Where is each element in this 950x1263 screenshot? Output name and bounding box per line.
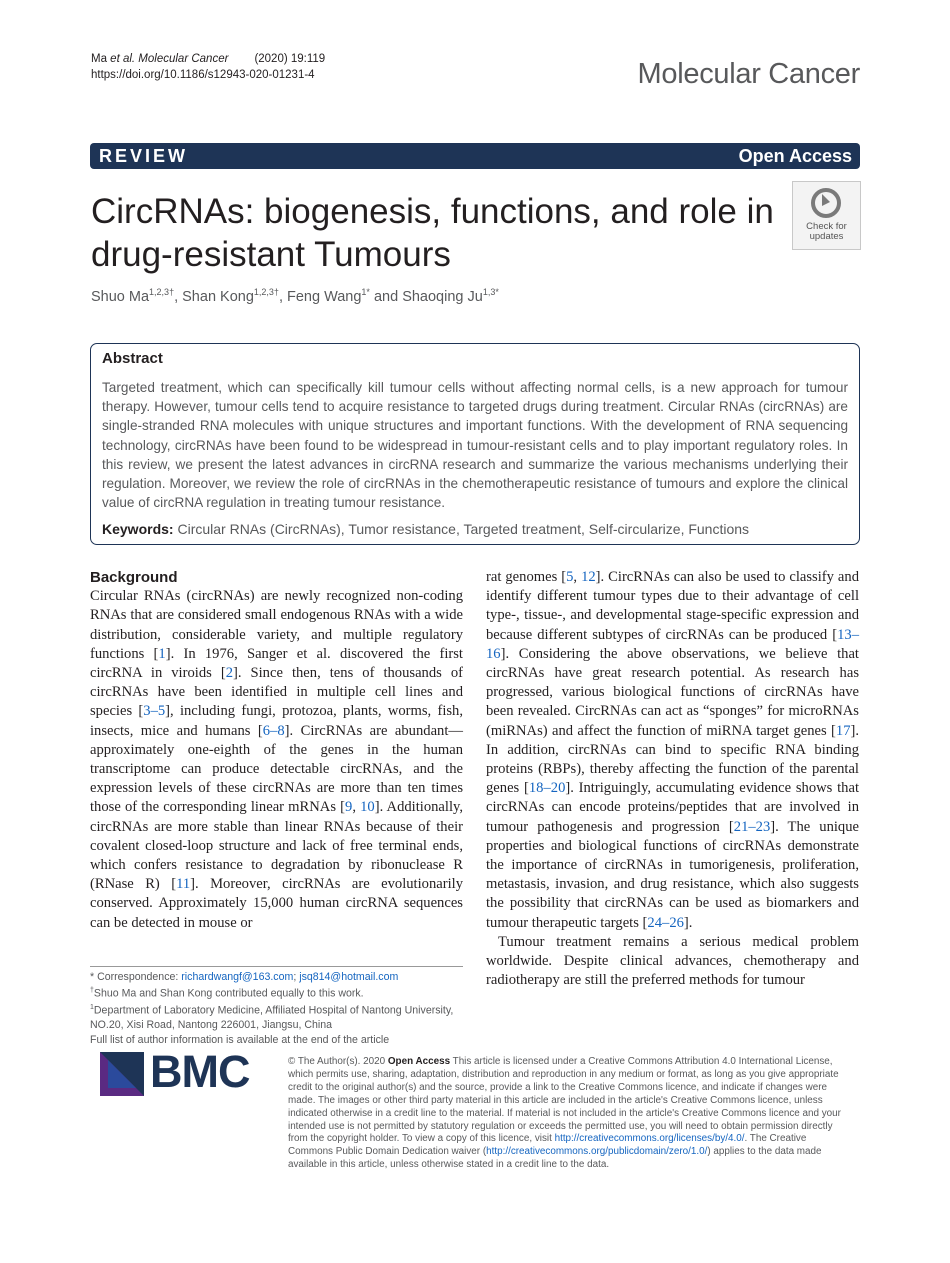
citation-journal: Molecular Cancer — [135, 53, 229, 65]
citation-link[interactable]: 21–23 — [733, 818, 771, 835]
body-text: ]. In 1976, Sanger et al. discovered the first circRNA in viroids [ — [90, 645, 463, 682]
article-type-banner — [90, 143, 860, 169]
body-text: ]. Additionally, circRNAs are more stable than linear RNAs because of their covalent closed-loop structure and lack of free terminal ends, which confers resistance to degradation by ribonuclease R (RNase R) [ — [90, 799, 464, 893]
equal-contribution — [90, 984, 470, 1001]
body-left-column — [90, 568, 463, 933]
author-name: Shan Kong — [182, 288, 254, 305]
affiliation-mark: 1 — [90, 1004, 94, 1012]
author-name: Feng Wang — [287, 288, 362, 305]
abstract-text: Targeted treatment, which can specifically kill tumour cells without affecting normal cells, is a new approach for tumour therapy. However, tumour cells tend to acquire resistance to targeted drugs during treatment. Circular RNAs (circRNAs) are single-stranded RNA molecules with unique structures and important functions. With the development of RNA sequencing technology, circRNAs have been found to be widespread in tumour-resistant cells and to play important regulatory roles. In this review, we present the latest advances in circRNA research and summarize the various mechanisms underlying their regulation. Moreover, we review the role of circRNAs in the chemotherapeutic resistance of tumours and explore the clinical value of circRNA regulation in treating tumour resistance. — [102, 380, 848, 511]
author-separator: , — [174, 288, 183, 305]
body-text: , — [352, 799, 361, 816]
body-text: rat genomes [ — [486, 569, 567, 585]
check-updates-line2: updates — [809, 231, 844, 242]
cc-by-link[interactable]: http://creativecommons.org/licenses/by/4.0/ — [554, 1133, 745, 1145]
bmc-logo-text: BMC — [150, 1046, 250, 1097]
affiliation — [90, 1001, 470, 1032]
body-text: ]. CircRNAs can also be used to classify and identify different tumour types due to their advantage of cell type-, tissue-, and developmental stage-specific expression and because different subtypes of circRNAs can be produced [ — [486, 569, 859, 643]
citation-link[interactable]: 1 — [158, 645, 166, 662]
author-affiliation-mark: 1,2,3† — [149, 287, 175, 297]
author-separator: , — [278, 288, 287, 305]
citation-link[interactable]: 3–5 — [143, 703, 166, 720]
author-name: Shuo Ma — [91, 288, 150, 305]
citation-link[interactable]: 6–8 — [262, 722, 285, 739]
license-body-2: . The Creative Commons Public Domain Dedication waiver ( — [288, 1133, 807, 1158]
author-list — [91, 287, 499, 305]
citation-link[interactable]: 9 — [345, 799, 353, 816]
body-text: ]. CircRNAs are abundant—approximately one-eighth of the genes in the human transcriptome can produce detectable circRNAs, and the expression levels of these circRNAs are more than ten times those of the corresponding linear mRNAs [ — [90, 722, 463, 816]
citation-link[interactable]: 24–26 — [647, 914, 684, 931]
license-open-access: Open Access — [387, 1056, 451, 1067]
citation-line — [91, 51, 325, 67]
body-paragraph — [486, 568, 859, 933]
bmc-logo-icon — [100, 1052, 144, 1096]
license-prefix: © The Author(s). 2020 — [288, 1056, 388, 1067]
body-text: ], including fungi, protozoa, plants, worms, fish, insects, mice and humans [ — [90, 703, 464, 739]
author-name: Shaoqing Ju — [402, 288, 483, 305]
citation-authors: Ma — [91, 53, 111, 65]
body-text: ]. Intriguingly, accumulating evidence shows that circRNAs can encode proteins/peptides that are involved in tumour pathogenesis and progression [ — [486, 780, 859, 835]
email-link-2[interactable]: jsq814@hotmail.com — [299, 971, 399, 983]
affiliation-text: Department of Laboratory Medicine, Affiliated Hospital of Nantong University, NO.20, Xisi Road, Nantong 226001, Jiangsu, China — [90, 1004, 454, 1032]
abstract-box — [90, 343, 860, 545]
correspondence — [90, 970, 470, 984]
footnotes — [90, 970, 470, 1047]
keywords-list: Circular RNAs (CircRNAs), Tumor resistance, Targeted treatment, Self-circularize, Functions — [177, 521, 750, 537]
section-heading-background: Background — [90, 569, 178, 586]
check-updates-label — [793, 222, 860, 242]
article-title: CircRNAs: biogenesis, functions, and role in drug-resistant Tumours — [91, 192, 774, 274]
author-info-note: Full list of author information is available at the end of the article — [90, 1033, 390, 1046]
citation-link[interactable]: 13–16 — [486, 626, 859, 662]
author-affiliation-mark: 1,3* — [482, 287, 499, 297]
check-for-updates-badge[interactable] — [792, 181, 861, 250]
check-updates-line1: Check for — [806, 221, 847, 232]
author-affiliation-mark: 1* — [361, 287, 370, 297]
doi-link[interactable]: https://doi.org/10.1186/s12943-020-01231-4 — [91, 69, 315, 81]
body-text: ]. In addition, circRNAs can bind to specific RNA binding proteins (RBPs), thereby affecting the function of the parental genes [ — [486, 722, 859, 797]
citation-header — [91, 51, 325, 83]
citation-link[interactable]: 10 — [360, 799, 375, 816]
check-updates-icon — [811, 188, 841, 218]
citation-link[interactable]: 2 — [225, 665, 233, 682]
journal-name: Molecular Cancer — [637, 58, 860, 90]
citation-link[interactable]: 5 — [566, 569, 574, 585]
body-right-column — [486, 568, 859, 990]
body-text: Circular RNAs (circRNAs) are newly recognized non-coding RNAs that are considered small endogenous RNAs with a wide distribution, considerable variety, and multiple regulatory functions [ — [90, 588, 463, 662]
license-text — [288, 1056, 848, 1172]
body-text: ]. Since then, tens of thousands of circRNAs have been identified in multiple cell lines and species [ — [90, 665, 463, 720]
citation-link[interactable]: 17 — [835, 722, 851, 739]
body-text: ]. Moreover, circRNAs are evolutionarily conserved. Approximately 15,000 human circRNA sequences can be detected in mouse or — [90, 876, 463, 931]
email-separator: ; — [293, 971, 300, 983]
citation-etal: et al. — [110, 53, 136, 65]
body-text: ]. The unique properties and biological functions of circRNAs demonstrate the importance of circRNAs in tumorigenesis, proliferation, metastasis, invasion, and drug resistance, which also suggests the possibility that circRNAs can be used as biomarkers and tumour therapeutic targets [ — [486, 818, 859, 931]
footnote-divider — [90, 966, 463, 967]
body-text: , — [573, 569, 582, 585]
bmc-logo — [100, 1046, 270, 1097]
cc-zero-link[interactable]: http://creativecommons.org/publicdomain/zero/1.0/ — [486, 1146, 708, 1158]
body-text: ]. Considering the above observations, we believe that circRNAs have great research potential. As research has progressed, various biological functions of circRNAs have been revealed. CircRNAs can act as “sponges” for microRNAs (miRNAs) and affect the function of miRNA target genes [ — [486, 645, 859, 739]
body-paragraph — [90, 587, 463, 933]
citation-link[interactable]: 18–20 — [528, 780, 566, 797]
license-body-1: This article is licensed under a Creative Commons Attribution 4.0 International License, which permits use, sharing, adaptation, distribution and reproduction in any medium or format, as long as you give appropriate credit to the original author(s) and the source, provide a link to the Creative Commons licence, and indicate if changes were made. The images or other third party material in this article are included in the article's Creative Commons licence, unless indicated otherwise in a credit line to the material. If material is not included in the article's Creative Commons licence and your intended use is not permitted by statutory regulation or exceeds the permitted use, you will need to obtain permission directly from the copyright holder. To view a copy of this licence, visit — [288, 1056, 841, 1145]
equal-mark: † — [90, 987, 94, 995]
email-link-1[interactable]: richardwangf@163.com — [181, 971, 294, 983]
equal-note: Shuo Ma and Shan Kong contributed equally to this work. — [93, 987, 364, 1000]
body-text: ]. — [683, 914, 693, 931]
open-access-label: Open Access — [738, 146, 852, 166]
correspondence-label: * Correspondence: — [90, 971, 182, 983]
body-paragraph: Tumour treatment remains a serious medical problem worldwide. Despite clinical advances, chemotherapy and radiotherapy are still the preferred methods for tumour — [486, 933, 859, 989]
abstract-heading: Abstract — [102, 350, 163, 367]
citation-link[interactable]: 12 — [581, 569, 596, 585]
author-separator: and — [369, 288, 403, 305]
author-affiliation-mark: 1,2,3† — [253, 287, 279, 297]
keywords-label: Keywords: — [102, 521, 174, 537]
citation-year: (2020) 19:119 — [254, 53, 326, 65]
article-type-label: REVIEW — [99, 146, 189, 166]
license-body-3: ) applies to the data made available in this article, unless otherwise stated in a credit line to the data. — [288, 1146, 822, 1171]
keywords — [102, 521, 749, 537]
citation-link[interactable]: 11 — [176, 876, 191, 893]
